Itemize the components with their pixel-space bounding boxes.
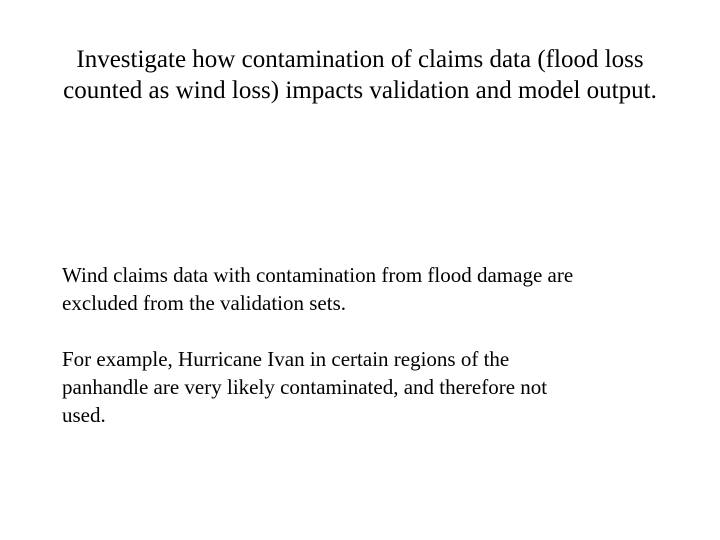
slide-title [20,44,700,106]
slide-title-line: Investigate how contamination of claims data (flood loss [76,46,644,73]
body-paragraph-example [62,345,682,429]
body-line: excluded from the validation sets. [62,291,347,315]
slide-title-line: counted as wind loss) impacts validation and model output. [63,77,657,104]
body-line: panhandle are very likely contaminated, and therefore not [62,375,548,399]
body-line: Wind claims data with contamination from flood damage are [62,263,574,287]
body-line: For example, Hurricane Ivan in certain regions of the [62,347,510,371]
body-paragraph-exclusion [62,261,682,317]
body-line: used. [62,403,106,427]
slide-body [62,261,682,457]
